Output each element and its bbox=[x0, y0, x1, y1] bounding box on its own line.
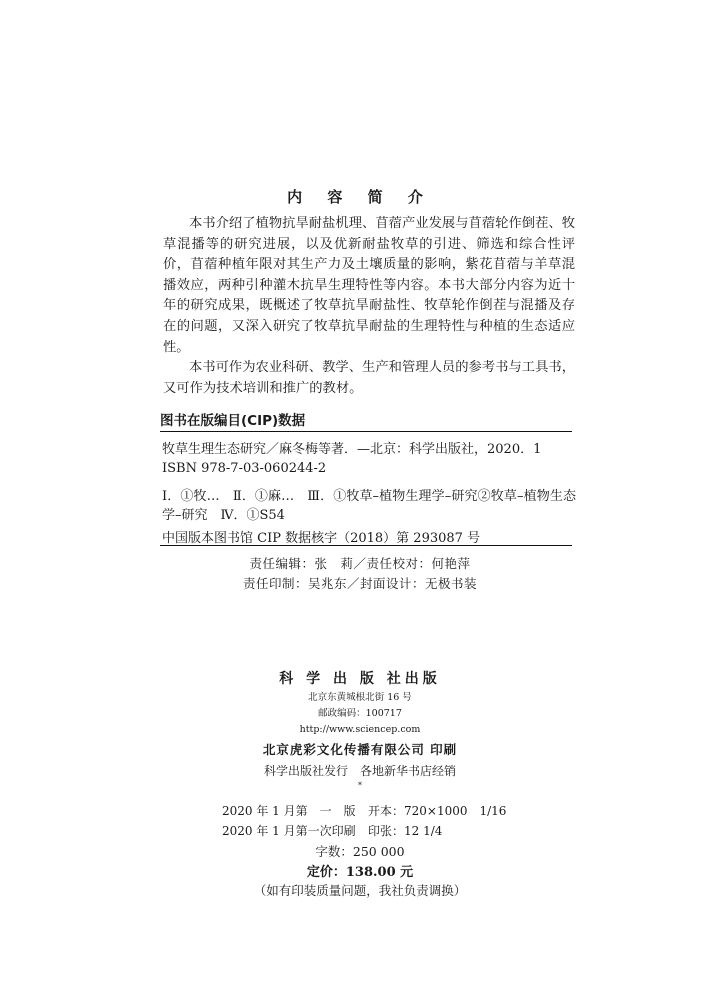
cip-isbn: ISBN 978-7-03-060244-2 bbox=[162, 461, 327, 476]
cip-top-rule bbox=[160, 431, 572, 432]
publisher-name: 科 学 出 版 社出版 bbox=[279, 671, 441, 687]
edition-date: 2020 年 1 月第 一 版 bbox=[222, 804, 356, 818]
staff-line-2: 责任印制：吴兆东／封面设计：无极书装 bbox=[242, 576, 477, 591]
cip-heading: 图书在版编目(CIP)数据 bbox=[160, 413, 306, 429]
separator-star: * bbox=[358, 781, 362, 790]
cip-classification: Ⅰ．①牧… Ⅱ．①麻… Ⅲ．①牧草–植物生理学–研究②牧草–植物生态学–研究 Ⅳ．①S54 bbox=[162, 489, 576, 523]
summary-title: 内 容 简 介 bbox=[287, 188, 433, 206]
word-count: 字数：250 000 bbox=[315, 844, 405, 859]
printing-date: 2020 年 1 月第一次印刷 bbox=[222, 824, 356, 838]
price: 定价：138.00 元 bbox=[306, 865, 414, 880]
quality-notice: （如有印装质量问题，我社负责调换） bbox=[253, 883, 467, 898]
format-size: 开本：720×1000 1/16 bbox=[368, 804, 507, 818]
summary-body bbox=[163, 214, 575, 399]
staff-credits bbox=[0, 554, 720, 594]
print-sheets: 印张：12 1/4 bbox=[368, 824, 443, 838]
publisher-postcode: 邮政编码：100717 bbox=[318, 708, 402, 719]
cip-bottom-rule bbox=[160, 545, 572, 546]
cip-record bbox=[162, 440, 576, 548]
summary-paragraph-2: 本书可作为农业科研、教学、生产和管理人员的参考书与工具书，又可作为技术培训和推广的教材。 bbox=[163, 360, 575, 396]
publisher-address: 北京东黄城根北街 16 号 bbox=[308, 692, 412, 703]
publisher-url: http://www.sciencep.com bbox=[299, 724, 421, 735]
publisher-block bbox=[0, 668, 720, 790]
printer-name: 北京虎彩文化传播有限公司 印刷 bbox=[262, 742, 458, 757]
staff-line-1: 责任编辑：张 莉／责任校对：何艳萍 bbox=[249, 556, 471, 571]
summary-paragraph-1: 本书介绍了植物抗旱耐盐机理、苜蓿产业发展与苜蓿轮作倒茬、牧草混播等的研究进展，以及优新耐盐牧草的引进、筛选和综合性评价，苜蓿种植年限对其生产力及土壤质量的影响，紫花苜蓿与羊草混播效应，两种引种灌木抗旱生理特性等内容。本书大部分内容为近十年的研究成果，既概述了牧草抗旱耐盐性、牧草轮作倒茬与混播及存在的问题，又深入研究了牧草抗旱耐盐的生理特性与种植的生态适应性。 bbox=[163, 216, 575, 355]
cip-verification: 中国版本图书馆 CIP 数据核字（2018）第 293087 号 bbox=[162, 531, 481, 546]
edition-info bbox=[222, 801, 562, 841]
distribution-line: 科学出版社发行 各地新华书店经销 bbox=[263, 764, 456, 778]
cip-title-line: 牧草生理生态研究／麻冬梅等著．—北京：科学出版社，2020．1 bbox=[162, 442, 542, 457]
